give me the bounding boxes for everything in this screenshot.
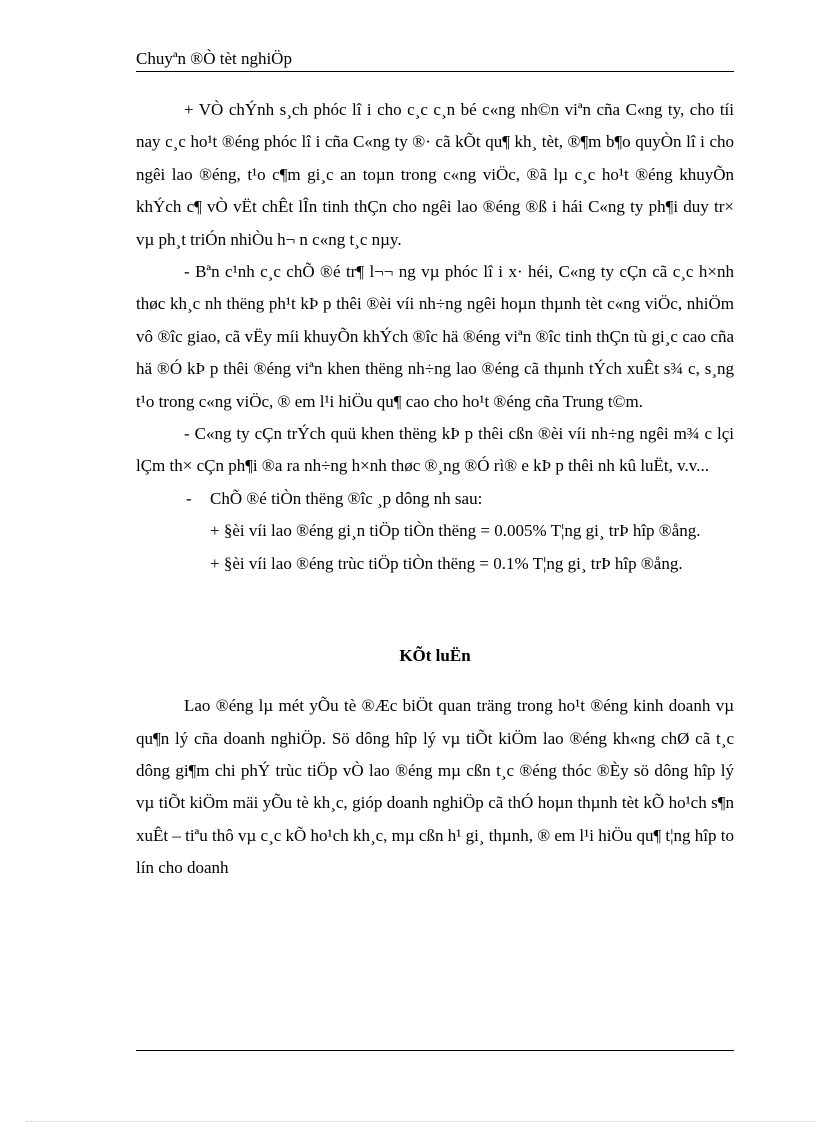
paragraph-welfare-policy: + VÒ chÝnh s¸ch phóc lî i cho c¸c c¸n bé c«ng nh©n viªn cña C«ng ty, cho tíi nay c¸c ho¹t ®éng phóc lî i cña C«ng ty ®· cã kÕt qu¶ kh¸ tèt, ®¶m b¶o quyÒn lî i cho ngêi lao ®éng, t¹o c¶m gi¸c an toµn trong c«ng viÖc, ®ã lµ c¸c ho¹t ®éng khuyÕn khÝch c¶ vÒ vËt chÊt lÎn tinh thÇn cho ngêi lao ®éng ®ß i hái C«ng ty ph¶i duy tr× vµ ph¸t triÓn nhiÒu h¬ n c«ng t¸c nµy.	[136, 100, 734, 249]
bonus-direct-labor: + §èi víi lao ®éng trùc tiÖp tiÒn thëng = 0.1% T¦ng gi¸ trÞ hîp ®ång.	[210, 553, 683, 573]
paragraph-reward-forms: - Bªn c¹nh c¸c chÕ ®é tr¶ l¬¬ ng vµ phóc lî i x· héi, C«ng ty cÇn cã c¸c h×nh thøc kh¸c nh thëng ph¹t kÞ p thêi ®èi víi nh÷ng ngêi hoµn thµnh tèt c«ng viÖc, nhiÖm vô ®îc giao, cã vËy míi khuyÕn khÝch ®îc hä ®éng viªn ®îc tinh thÇn tù gi¸c cao cña hä ®Ó kÞ p thêi ®éng viªn khen thëng nh÷ng lao ®éng cã thµnh tÝch xuÊt s¾ c, s¸ng t¹o trong c«ng viÖc, ® em l¹i hiÖu qu¶ cao cho ho¹t ®éng cña Trung t©m.	[136, 262, 734, 411]
paragraph-reward-fund: - C«ng ty cÇn trÝch quü khen thëng kÞ p thêi cßn ®èi víi nh÷ng ngêi m¾ c lçi lÇm th× cÇn ph¶i ®a ra nh÷ng h×nh thøc ®¸ng ®Ó rì® e kÞ p thêi nh kû luËt, v.v...	[136, 424, 734, 476]
bonus-regime-list-item	[136, 483, 734, 515]
page-bottom-edge	[26, 1121, 816, 1122]
header-rule	[136, 71, 734, 72]
list-dash-marker: -	[186, 488, 192, 508]
document-body	[136, 94, 734, 885]
conclusion-heading: KÕt luËn	[399, 646, 471, 666]
header-title: Chuyªn ®Ò tèt nghiÖp	[136, 49, 292, 68]
footer-rule	[136, 1050, 734, 1051]
bonus-indirect-labor: + §èi víi lao ®éng gi¸n tiÖp tiÒn thëng = 0.005% T¦ng gi¸ trÞ hîp ®ång.	[210, 521, 701, 541]
paragraph-conclusion: Lao ®éng lµ mét yÕu tè ®Æc biÖt quan träng trong ho¹t ®éng kinh doanh vµ qu¶n lý cña doanh nghiÖp. Sö dông hîp lý vµ tiÕt kiÖm lao ®éng kh«ng chØ cã t¸c dông gi¶m chi phÝ trùc tiÖp vÒ lao ®éng mµ cßn t¸c ®éng thóc ®Èy sö dông hîp lý vµ tiÕt kiÖm mäi yÕu tè kh¸c, gióp doanh nghiÖp cã thÓ hoµn thµnh tèt kÕ ho¹ch s¶n xuÊt – tiªu thô vµ c¸c kÕ ho¹ch kh¸c, mµ cßn h¹ gi¸ thµnh, ® em l¹i hiÖu qu¶ t¦ng hîp to lín cho doanh	[136, 696, 734, 878]
bonus-regime-text: ChÕ ®é tiÒn thëng ®îc ¸p dông nh sau:	[210, 488, 483, 508]
page-header	[136, 48, 734, 70]
